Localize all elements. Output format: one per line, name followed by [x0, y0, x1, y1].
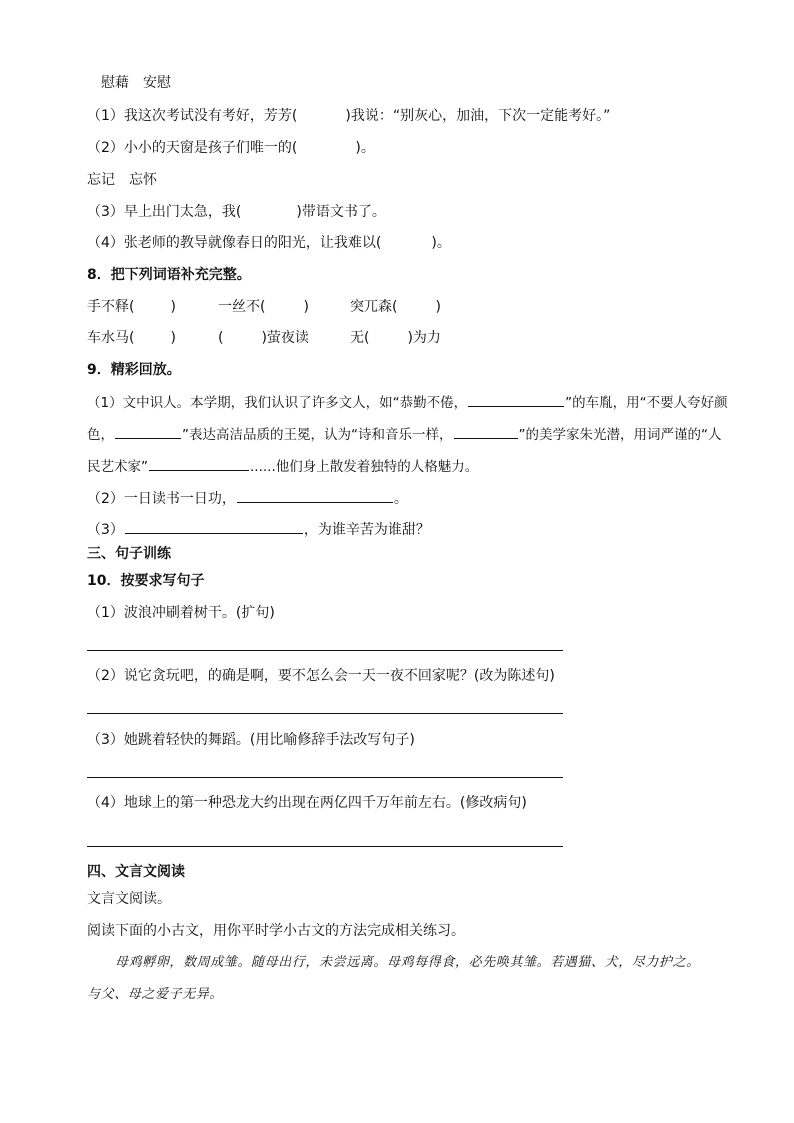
- question-2: [87, 138, 375, 158]
- section-4-heading: 四、文言文阅读: [87, 864, 185, 880]
- idiom-1: [87, 297, 176, 317]
- section-4-instructions: 阅读下面的小古文，用你平时学小古文的方法完成相关练习。: [87, 923, 465, 939]
- answer-line-1[interactable]: [87, 650, 563, 651]
- q9-2-text-c: ”的美学家朱光潜，用词严谨的“人: [518, 427, 722, 443]
- q9-blank-2[interactable]: [115, 424, 181, 439]
- q9-3-text-b: ......他们身上散发着独特的人格魅力。: [250, 459, 479, 475]
- question-4-text-a: （4）张老师的教导就像春日的阳光，让我难以(: [87, 235, 382, 251]
- q9-blank-5[interactable]: [237, 488, 393, 503]
- q9-blank-6[interactable]: [125, 519, 303, 534]
- idiom-3: [350, 297, 441, 317]
- q9-1-text-a: （1）文中识人。本学期，我们认识了许多文人，如“恭勤不倦，: [87, 395, 468, 411]
- question-1: [87, 106, 610, 126]
- q9-2-text-b: ”表达高洁品质的王冕，认为“诗和音乐一样，: [182, 427, 453, 443]
- idiom-1-b: ): [170, 299, 176, 315]
- idiom-3-b: ): [435, 299, 441, 315]
- question-3-text-b: )带语文书了。: [296, 204, 386, 220]
- sentence-task-3: （3）她跳着轻快的舞蹈。(用比喻修辞手法改写句子): [87, 732, 415, 748]
- idiom-6-a: 无(: [350, 330, 370, 346]
- question-8-title: 8．把下列词语补充完整。: [87, 267, 251, 283]
- question-2-text-a: （2）小小的天窗是孩子们唯一的(: [87, 140, 298, 156]
- question-3: [87, 202, 386, 222]
- question-3-text-a: （3）早上出门太急，我(: [87, 204, 242, 220]
- q9-4-text-b: 。: [393, 491, 408, 507]
- q9-blank-3[interactable]: [454, 424, 518, 439]
- question-1-text-b: )我说：“别灰心，加油，下次一定能考好。”: [345, 108, 611, 124]
- q9-3-text-a: 民艺术家”: [87, 459, 148, 475]
- sentence-task-4: （4）地球上的第一种恐龙大约出现在两亿四千万年前左右。(修改病句): [87, 795, 527, 811]
- question-9-1-line-3: [87, 456, 478, 477]
- word-choice-pair-1: 慰藉 安慰: [101, 75, 171, 91]
- sentence-task-2: （2）说它贪玩吧，的确是啊，要不怎么会一天一夜不回家呢？(改为陈述句): [87, 668, 555, 684]
- question-4-text-b: )。: [431, 235, 451, 251]
- idiom-6: [350, 328, 441, 348]
- question-9-2: [87, 488, 408, 509]
- idiom-5: [218, 328, 309, 348]
- q9-2-text-a: 色，: [87, 427, 114, 443]
- question-1-text-a: （1）我这次考试没有考好，芳芳(: [87, 108, 298, 124]
- question-9-1-line-2: [87, 424, 722, 445]
- idiom-1-a: 手不释(: [87, 299, 135, 315]
- section-4-subtitle: 文言文阅读。: [87, 891, 171, 907]
- classical-passage-line-2: 与父、母之爱子无异。: [87, 987, 224, 1002]
- idiom-5-a: (: [218, 330, 224, 346]
- q9-blank-4[interactable]: [149, 456, 249, 471]
- section-3-heading: 三、句子训练: [87, 546, 171, 562]
- idiom-2: [218, 297, 309, 317]
- idiom-4-a: 车水马(: [87, 330, 135, 346]
- classical-passage-line-1: 母鸡孵卵，数周成雏。随母出行，未尝远离。母鸡每得食，必先唤其雏。若遇猫、犬，尽力护之。: [115, 955, 700, 970]
- question-9-1-line-1: [87, 392, 728, 413]
- answer-line-4[interactable]: [87, 846, 563, 847]
- q9-5-text-b: ，为谁辛苦为谁甜？: [303, 522, 430, 538]
- idiom-5-b: )萤夜读: [261, 330, 309, 346]
- idiom-4: [87, 328, 176, 348]
- q9-1-text-b: ”的车胤，用“不要人夸好颜: [565, 395, 728, 411]
- idiom-4-b: ): [170, 330, 176, 346]
- q9-5-text-a: （3）: [87, 522, 124, 538]
- idiom-6-b: )为力: [407, 330, 441, 346]
- question-4: [87, 233, 451, 253]
- idiom-2-a: 一丝不(: [218, 299, 266, 315]
- idiom-2-b: ): [303, 299, 309, 315]
- question-2-text-b: )。: [355, 140, 375, 156]
- question-9-3: [87, 519, 430, 540]
- q9-4-text-a: （2）一日读书一日功，: [87, 491, 236, 507]
- q9-blank-1[interactable]: [468, 392, 564, 407]
- question-10-title: 10．按要求写句子: [87, 573, 205, 589]
- word-choice-pair-2: 忘记 忘怀: [87, 172, 157, 188]
- answer-line-3[interactable]: [87, 777, 563, 778]
- question-9-title: 9．精彩回放。: [87, 362, 181, 378]
- sentence-task-1: （1）波浪冲刷着树干。(扩句): [87, 605, 275, 621]
- answer-line-2[interactable]: [87, 713, 563, 714]
- classical-passage: [87, 947, 747, 1011]
- idiom-3-a: 突兀森(: [350, 299, 398, 315]
